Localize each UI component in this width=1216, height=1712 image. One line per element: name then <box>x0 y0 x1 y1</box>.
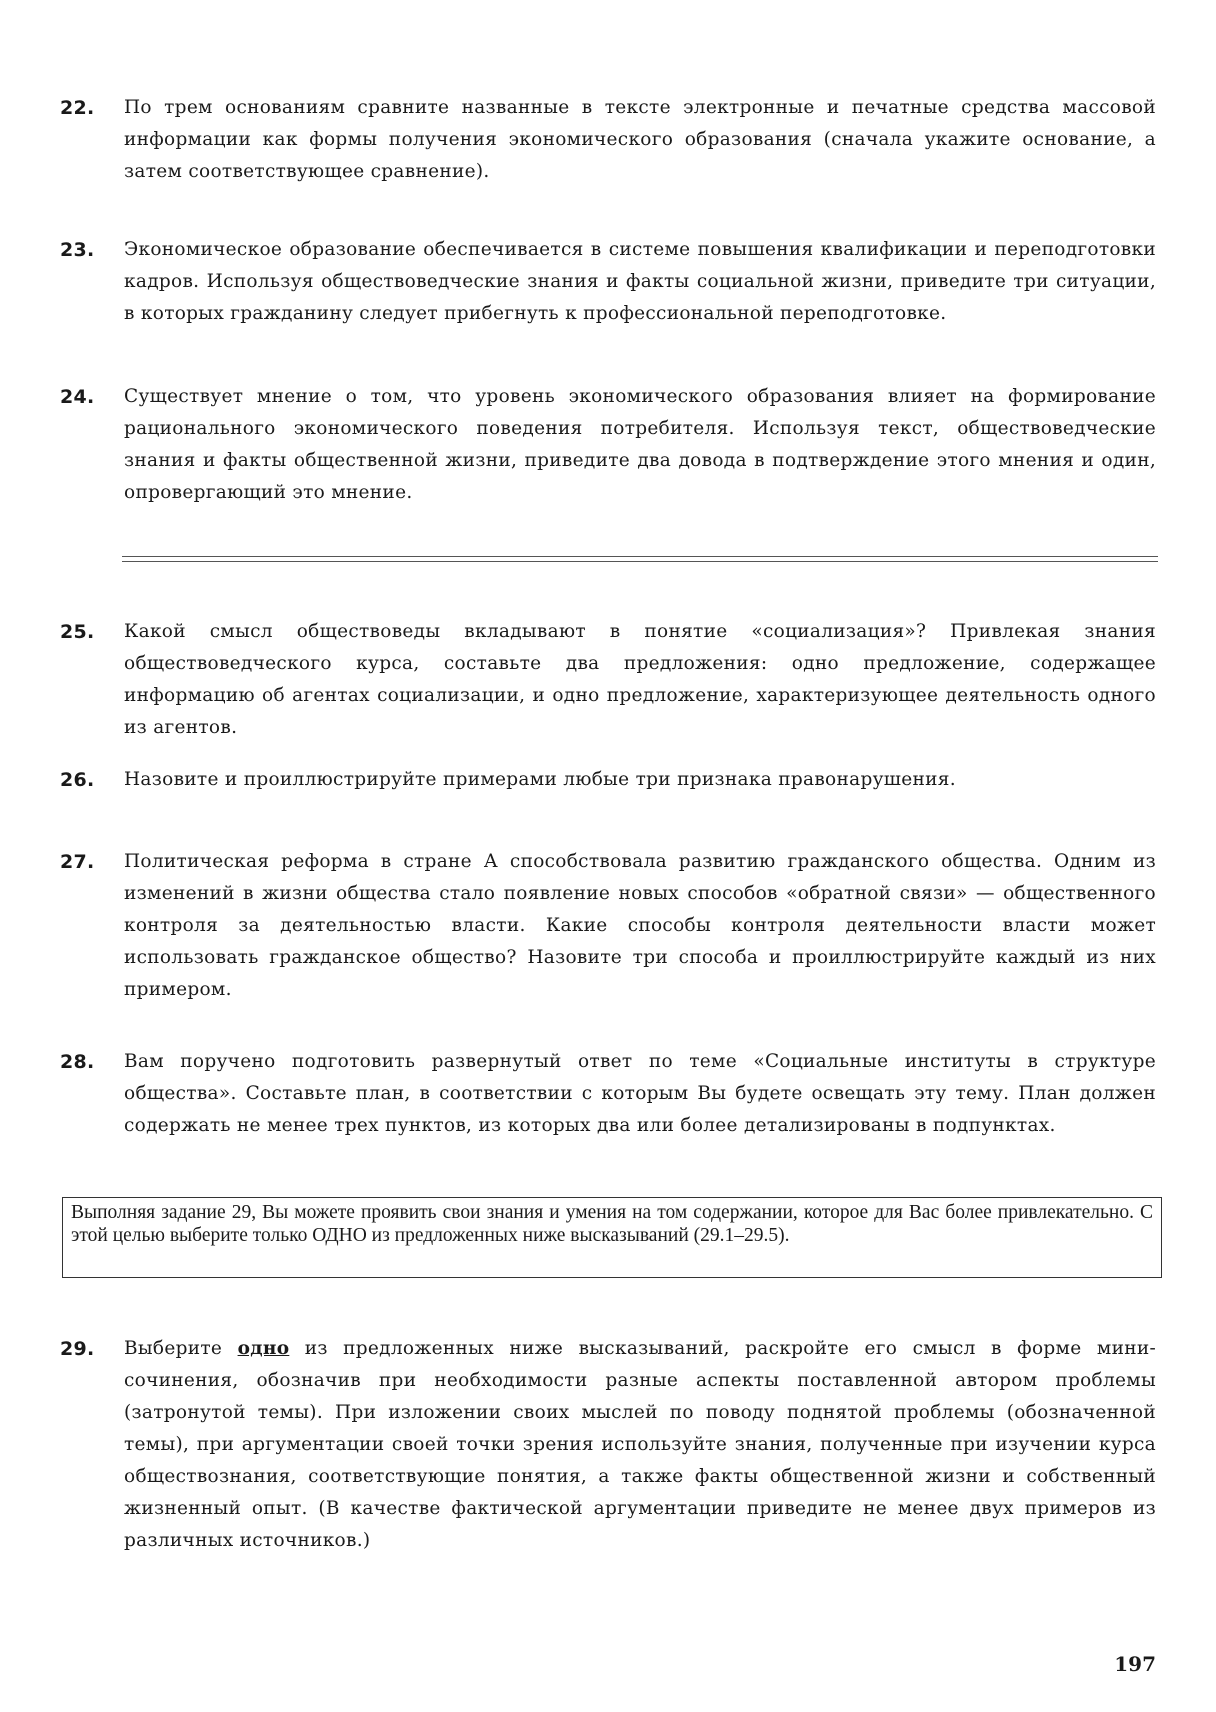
task-26 <box>60 764 1156 796</box>
page-number: 197 <box>1114 1652 1156 1676</box>
task-number: 28. <box>60 1051 95 1073</box>
task-text: Назовите и проиллюстрируйте примерами любые три признака правонарушения. <box>124 769 956 790</box>
task-text-emphasis: одно <box>237 1338 290 1359</box>
task-number: 26. <box>60 769 95 791</box>
task-number: 25. <box>60 621 95 643</box>
task-text: Существует мнение о том, что уровень экономического образования влияет на формирование рационального экономического поведения потребителя. Используя текст, обществоведческие знания и факты общественной жизни, приведите два довода в подтверждение этого мнения и один, опровергающий это мнение. <box>124 386 1156 503</box>
task-23 <box>60 234 1156 330</box>
task-29 <box>60 1333 1156 1557</box>
task-text-prefix: Выберите <box>124 1338 238 1359</box>
task-text <box>124 1333 1156 1557</box>
task-25 <box>60 616 1156 744</box>
task-number: 22. <box>60 97 95 119</box>
task-24 <box>60 381 1156 509</box>
task-text: По трем основаниям сравните названные в тексте электронные и печатные средства массовой информации как формы получения экономического образования (сначала укажите основание, а затем соответствующее сравнение). <box>124 97 1156 182</box>
task-number: 23. <box>60 239 95 261</box>
task-number: 29. <box>60 1338 95 1360</box>
task-27 <box>60 846 1156 1006</box>
task-text: Какой смысл обществоведы вкладывают в понятие «социализация»? Привлекая знания обществоведческого курса, составьте два предложения: одно предложение, содержащее информацию об агентах социализации, и одно предложение, характеризующее деятельность одного из агентов. <box>124 621 1156 738</box>
section-divider <box>122 556 1158 562</box>
instruction-box: Выполняя задание 29, Вы можете проявить свои знания и умения на том содержании, которое для Вас более привлекательно. С этой целью выберите только ОДНО из предложенных ниже высказываний (29.1–29.5). <box>62 1197 1162 1278</box>
task-text-suffix: из предложенных ниже высказываний, раскройте его смысл в форме мини-сочинения, обозначив при необходимости разные аспекты поставленной автором проблемы (затронутой темы). При изложении своих мыслей по поводу поднятой проблемы (обозначенной темы), при аргументации своей точки зрения используйте знания, полученные при изучении курса обществознания, соответствующие понятия, а также факты общественной жизни и собственный жизненный опыт. (В качестве фактической аргументации приведите не менее двух примеров из различных источников.) <box>124 1338 1157 1551</box>
task-number: 27. <box>60 851 95 873</box>
task-text: Экономическое образование обеспечивается в системе повышения квалификации и переподготовки кадров. Используя обществоведческие знания и факты социальной жизни, приведите три ситуации, в которых гражданину следует прибегнуть к профессиональной переподготовке. <box>124 239 1156 324</box>
task-28 <box>60 1046 1156 1142</box>
task-22 <box>60 92 1156 188</box>
task-text: Вам поручено подготовить развернутый ответ по теме «Социальные институты в структуре общества». Составьте план, в соответствии с которым Вы будете освещать эту тему. План должен содержать не менее трех пунктов, из которых два или более детализированы в подпунктах. <box>124 1051 1156 1136</box>
task-text: Политическая реформа в стране А способствовала развитию гражданского общества. Одним из изменений в жизни общества стало появление новых способов «обратной связи» — общественного контроля за деятельностью власти. Какие способы контроля деятельности власти может использовать гражданское общество? Назовите три способа и проиллюстрируйте каждый из них примером. <box>124 851 1156 1000</box>
task-number: 24. <box>60 386 95 408</box>
